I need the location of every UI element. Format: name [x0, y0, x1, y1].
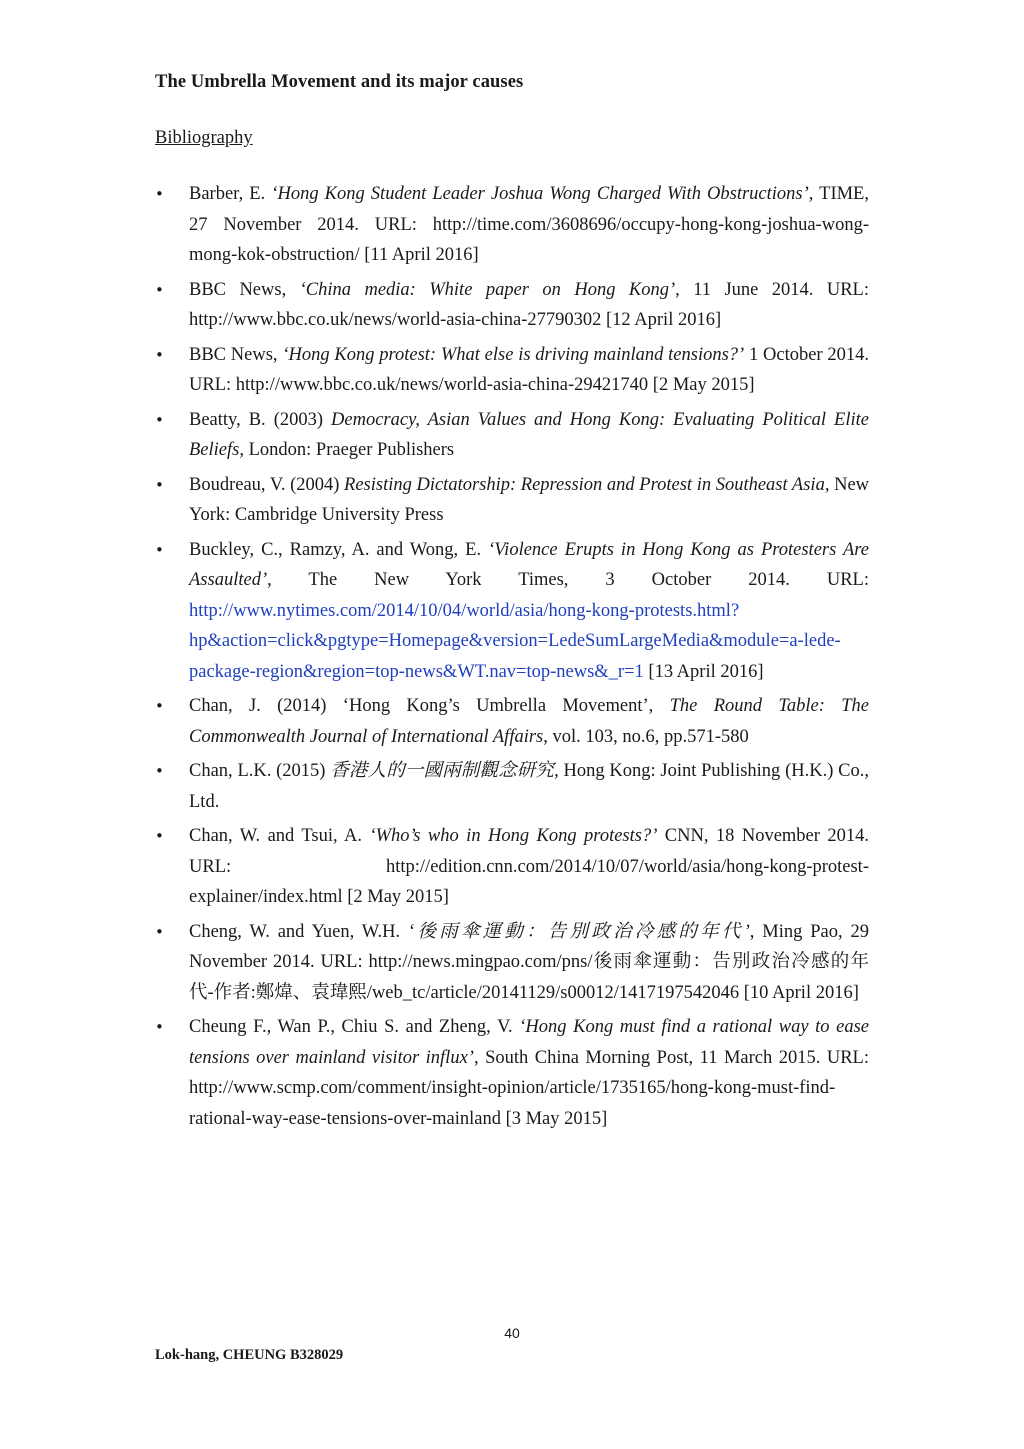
entry-author: Buckley, C., Ramzy, A. and Wong, E. [189, 539, 489, 560]
page-title: The Umbrella Movement and its major causes [155, 72, 524, 92]
entry-title: ‘Who’s who in Hong Kong protests?’ [369, 826, 658, 846]
entry-details: London: Praeger Publishers [243, 440, 455, 460]
entry-details: New York: Cambridge University Press [189, 474, 870, 525]
entry-title: Resisting Dictatorship: Repression and Protest in Southeast Asia, [344, 474, 830, 495]
entry-hyperlink[interactable]: http://www.nytimes.com/2014/10/04/world/asia/hong-kong-protests.html?hp&action=click&pgtype=Homepage&version=LedeSumLargeMedia&module=a-lede-package-region&region=top-news&WT.nav=top-news&_r=1 [189, 600, 841, 682]
page-number: 40 [504, 1325, 520, 1341]
bibliography-list [189, 179, 869, 1138]
entry-details: 1 October 2014. URL: http://www.bbc.co.uk/news/world-asia-china-29421740 [2 May 2015] [189, 344, 869, 395]
bibliography-entry [189, 756, 869, 817]
entry-details: , South China Morning Post, 11 March 2015. URL: http://www.scmp.com/comment/insight-opinion/article/1735165/hong-kong-must-find-rational-way-ease-tensions-over-mainland [3 May 2015] [189, 1047, 869, 1129]
entry-details: , The New York Times, 3 October 2014. URL: [267, 570, 869, 590]
entry-title: ‘後雨傘運動：告別政治冷感的年代’ [408, 921, 750, 942]
entry-details: , vol. 103, no.6, pp.571-580 [543, 726, 749, 747]
entry-author: Barber, E. [189, 184, 272, 204]
entry-title: ‘Violence Erupts in Hong Kong as Protesters Are Assaulted’ [189, 539, 869, 590]
entry-author: Cheung F., Wan P., Chiu S. and Zheng, V. [189, 1017, 520, 1037]
bibliography-entry [189, 917, 869, 1009]
entry-title: ‘Hong Kong protest: What else is driving mainland tensions?’ [282, 344, 745, 365]
entry-details: Hong Kong: Joint Publishing (H.K.) Co., Ltd. [189, 761, 869, 812]
entry-author: BBC News, [189, 344, 283, 365]
bibliography-heading: Bibliography [155, 128, 253, 148]
bibliography-entry [189, 405, 869, 466]
entry-details: TIME, 27 November 2014. URL: http://time.com/3608696/occupy-hong-kong-joshua-wong-mong-kok-obstruction/ [11 April 2016] [189, 184, 869, 265]
entry-author: Chan, L.K. (2015) [189, 761, 331, 781]
entry-details: CNN, 18 November 2014. URL: http://edition.cnn.com/2014/10/07/world/asia/hong-kong-protest-explainer/index.html [2 May 2015] [189, 826, 869, 907]
entry-author: Chan, J. (2014) ‘Hong Kong’s Umbrella Movement’, [189, 696, 670, 716]
footer-author: Lok-hang, CHEUNG B328029 [155, 1347, 344, 1363]
bibliography-entry [189, 275, 869, 336]
entry-title: The Round Table: The Commonwealth Journal of International Affairs [189, 696, 870, 747]
bibliography-entry [189, 340, 869, 401]
entry-access-date: [13 April 2016] [643, 661, 764, 682]
entry-title: ‘China media: White paper on Hong Kong’ [299, 279, 676, 300]
bibliography-entry [189, 470, 869, 531]
entry-author: Chan, W. and Tsui, A. [189, 826, 370, 846]
bibliography-entry [189, 535, 869, 688]
entry-author: BBC News, [189, 279, 300, 300]
bibliography-entry [189, 691, 869, 752]
entry-author: Boudreau, V. (2004) [189, 474, 345, 495]
bibliography-entry [189, 821, 869, 913]
entry-title: ‘Hong Kong must find a rational way to ease tensions over mainland visitor influx’ [189, 1017, 869, 1068]
entry-author: Cheng, W. and Yuen, W.H. [189, 921, 409, 942]
entry-title: 香港人的一國兩制觀念研究, [330, 761, 559, 781]
entry-details: , Ming Pao, 29 November 2014. URL: http://news.mingpao.com/pns/後雨傘運動：告別政治冷感的年代-作者:鄭煒、袁瑋熙/web_tc/article/20141129/s00012/1417197542046 [10 April 2016] [189, 921, 869, 1003]
bibliography-entry [189, 179, 869, 271]
entry-title: Democracy, Asian Values and Hong Kong: Evaluating Political Elite Beliefs, [189, 409, 869, 460]
entry-details: , 11 June 2014. URL: http://www.bbc.co.uk/news/world-asia-china-27790302 [12 April 2016] [189, 279, 869, 330]
entry-title: ‘Hong Kong Student Leader Joshua Wong Charged With Obstructions’, [271, 184, 814, 204]
bibliography-entry [189, 1012, 869, 1134]
entry-author: Beatty, B. (2003) [189, 409, 332, 430]
